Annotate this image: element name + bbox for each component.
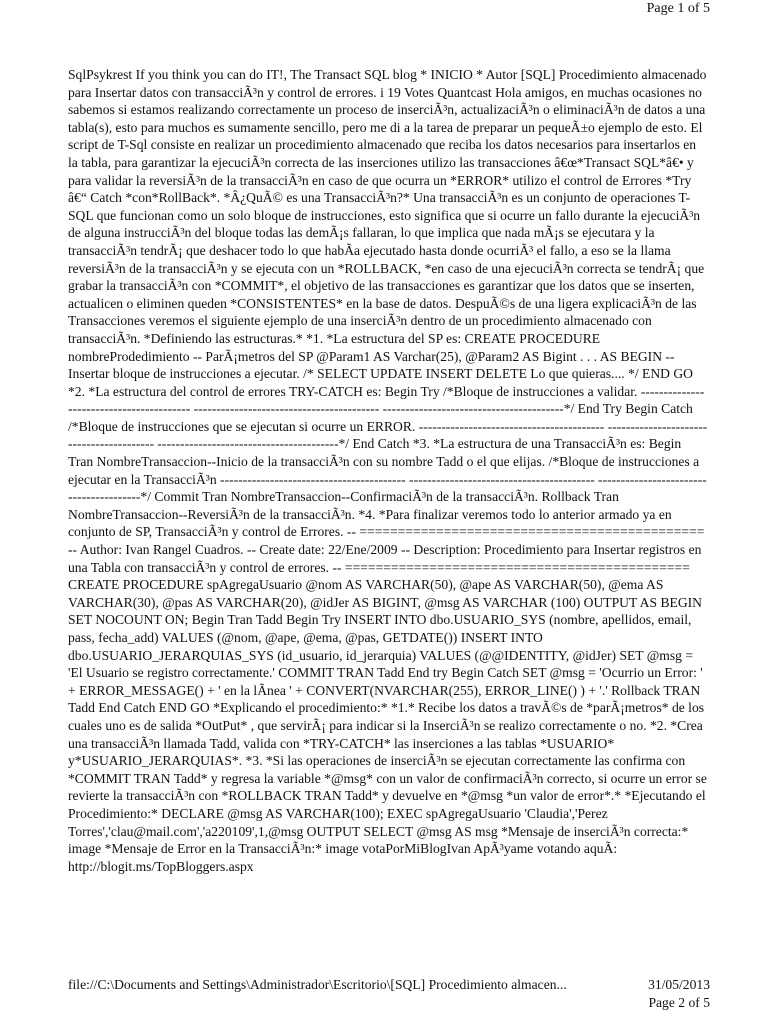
document-body-text: SqlPsykrest If you think you can do IT!, The Transact SQL blog * INICIO * Autor [SQL] Procedimiento almacenado para Insertar datos con transacciÃ³n y control de errores. i 19 Votes Quantcast Hola amigos, en muchas ocasiones no sabemos si estamos realizando correctamente un proceso de inserciÃ³n, actualizaciÃ³n o eliminaciÃ³n de datos a una tabla(s), esto para muchos es sumamente sencillo, pero me di a la tarea de preparar un pequeÃ±o ejemplo de esto. El script de T-Sql consiste en realizar un procedimiento almacenado que reciba los datos necesarios para insertarlos en la tabla, para garantizar la ejecuciÃ³n correcta de las inserciones utilizo las transacciones â€œ*Transact SQL*â€• y para validar la reversiÃ³n de la transacciÃ³n en caso de que ocurra un *ERROR* utilizo el control de Errores *Try â€“ Catch *con*RollBack*. *Â¿QuÃ© es una TransacciÃ³n?* Una transacciÃ³n es un conjunto de operaciones T-SQL que funcionan como un solo bloque de instrucciones, esto significa que si ocurre un fallo durante la ejecuciÃ³n de alguna instrucciÃ³n del bloque todas las demÃ¡s fallaran, lo que implica que nada mÃ¡s se ejecutara y la transacciÃ³n tendrÃ¡ que deshacer todo lo que habÃa ejecutado hasta donde ocurriÃ³ el fallo, a eso se la llama reversiÃ³n de la transacciÃ³n y se ejecuta con un *ROLLBACK, *en caso de una ejecuciÃ³n correcta se tendrÃ¡ que grabar la transacciÃ³n con *COMMIT*, el objetivo de las transacciones es garantizar que los datos que se inserten, actualicen o eliminen queden *CONSISTENTES* en la base de datos. DespuÃ©s de una ligera explicaciÃ³n de las Transacciones veremos el siguiente ejemplo de una inserciÃ³n dentro de un procedimiento almacenado con transacciÃ³n. *Definiendo las estructuras.* *1. *La estructura del SP es: CREATE PROCEDURE nombreProdedimiento -- ParÃ¡metros del SP @Param1 AS Varchar(25), @Param2 AS Bigint . . . AS BEGIN -- Insertar bloque de instrucciones a ejecutar. /* SELECT UPDATE INSERT DELETE Lo que quieras.... */ END GO *2. *La estructura del control de errores TRY-CATCH es: Begin Try /*Bloque de instrucciones a validar. ----------------------------------------- ----------------------------------------- ----------------------------------------*/ End Try Begin Catch /*Bloque de instrucciones que se ejecutan si ocurre un ERROR. ----------------------------------------- ----------------------------------------- ----------------------------------------*/ End Catch *3. *La estructura de una TransacciÃ³n es: Begin Tran NombreTransaccion--Inicio de la transacciÃ³n con su nombre Tadd o el que elijas. /*Bloque de instrucciones a ejecutar en la TransacciÃ³n ----------------------------------------- ----------------------------------------- ----------------------------------------*/ Commit Tran NombreTransaccion--ConfirmaciÃ³n de la transacciÃ³n. Rollback Tran NombreTransaccion--ReversiÃ³n de la transacciÃ³n. *4. *Para finalizar veremos todo lo anterior armado ya en conjunto de SP, TransacciÃ³n y control de Errores. -- ============================================= -- Author: Ivan Rangel Cuadros. -- Create date: 22/Ene/2009 -- Description: Procedimiento para Insertar registros en una Tabla con transacciÃ³n y control de errores. -- ============================================= CREATE PROCEDURE spAgregaUsuario @nom AS VARCHAR(50), @ape AS VARCHAR(50), @ema AS VARCHAR(30), @pas AS VARCHAR(20), @idJer AS BIGINT, @msg AS VARCHAR (100) OUTPUT AS BEGIN SET NOCOUNT ON; Begin Tran Tadd Begin Try INSERT INTO dbo.USUARIO_SYS (nombre, apellidos, email, pass, fecha_add) VALUES (@nom, @ape, @ema, @pas, GETDATE()) INSERT INTO dbo.USUARIO_JERARQUIAS_SYS (id_usuario, id_jerarquia) VALUES (@@IDENTITY, @idJer) SET @msg = 'El Usuario se registro correctamente.' COMMIT TRAN Tadd End try Begin Catch SET @msg = 'Ocurrio un Error: ' + ERROR_MESSAGE() + ' en la lÃnea ' + CONVERT(NVARCHAR(255), ERROR_LINE() ) + '.' Rollback TRAN Tadd End Catch END GO *Explicando el procedimiento:* *1.* Recibe los datos a travÃ©s de *parÃ¡metros* de los cuales uno es de salida *OutPut* , que servirÃ¡ para indicar si la InserciÃ³n se realizo correctamente o no. *2. *Crea una transacciÃ³n llamada Tadd, valida con *TRY-CATCH* las inserciones a las tablas *USUARIO* y*USUARIO_JERARQUIAS*. *3. *Si las operaciones de inserciÃ³n se ejecutan correctamente las confirma con *COMMIT TRAN Tadd* y regresa la variable *@msg* con un valor de confirmaciÃ³n correcto, si ocurre un error se revierte la transacciÃ³n con *ROLLBACK TRAN Tadd* y devuelve en *@msg *un valor de error*.* *Ejecutando el Procedimiento:* DECLARE @msg AS VARCHAR(100); EXEC spAgregaUsuario 'Claudia','Perez Torres','clau@mail.com','a220109',1,@msg OUTPUT SELECT @msg AS msg *Mensaje de inserciÃ³n correcta:* image *Mensaje de Error en la TransacciÃ³n:* image votaPorMiBlogIvan ApÃ³yame votando aquÃ: http://blogit.ms/TopBloggers.aspx [68,67,708,874]
footer-file-path: file://C:\Documents and Settings\Administrador\Escritorio\[SQL] Procedimiento almacen... [68,977,567,992]
footer-date: 31/05/2013 [648,977,710,992]
page-footer [68,976,710,1012]
page-number-top: Page 1 of 5 [646,1,710,16]
footer-row [68,976,710,994]
page-number-bottom: Page 2 of 5 [648,995,710,1010]
